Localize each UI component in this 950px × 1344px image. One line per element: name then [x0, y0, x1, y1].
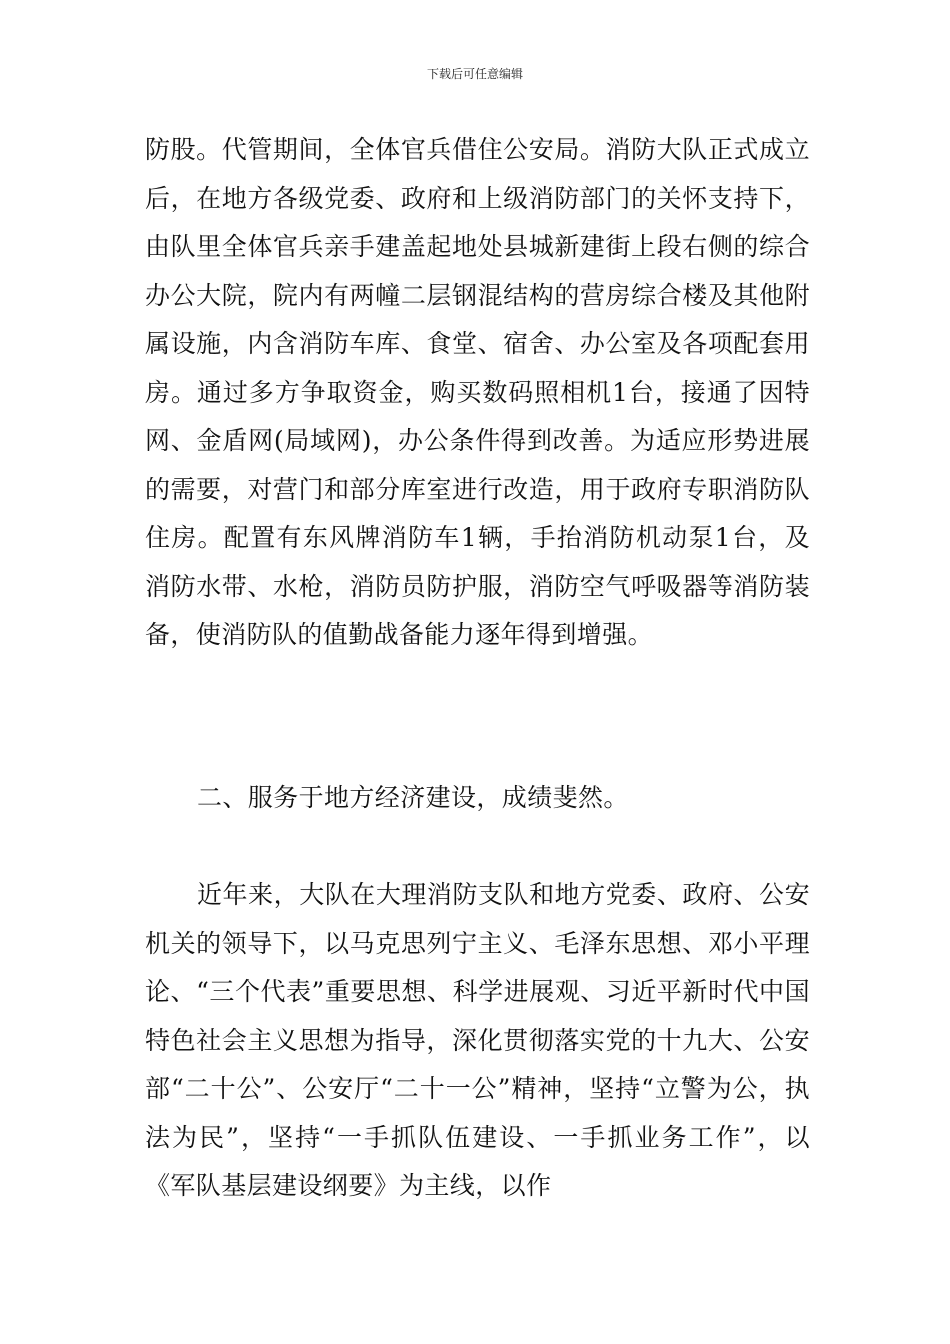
- paragraph-recent-years: 近年来，大队在大理消防支队和地方党委、政府、公安机关的领导下，以马克思列宁主义、毛泽东思想、邓小平理论、“三个代表”重要思想、科学进展观、习近平新时代中国特色社会主义思想为指导，深化贯彻落实党的十九大、公安部“二十公”、公安厅“二十一公”精神，坚持“立警为公，执法为民”，坚持“一手抓队伍建设、一手抓业务工作”，以《军队基层建设纲要》为主线，以作: [145, 880, 810, 1200]
- document-body-section-3: [145, 871, 810, 1211]
- section-heading-2: 二、服务于地方经济建设，成绩斐然。: [197, 783, 629, 812]
- page-header-note: 下载后可任意编辑: [426, 67, 523, 81]
- document-body-section-1: [145, 126, 810, 660]
- paragraph-fire-station-facilities: 防股。代管期间，全体官兵借住公安局。消防大队正式成立后，在地方各级党委、政府和上级消防部门的关怀支持下，由队里全体官兵亲手建盖起地处县城新建街上段右侧的综合办公大院，院内有两幢二层钢混结构的营房综合楼及其他附属设施，内含消防车库、食堂、宿舍、办公室及各项配套用房。通过多方争取资金，购买数码照相机1台，接通了因特网、金盾网(局域网)，办公条件得到改善。为适应形势进展的需要，对营门和部分库室进行改造，用于政府专职消防队住房。配置有东风牌消防车1辆，手抬消防机动泵1台，及消防水带、水枪，消防员防护服，消防空气呼吸器等消防装备，使消防队的值勤战备能力逐年得到增强。: [145, 135, 810, 649]
- document-body-section-2: [145, 774, 810, 823]
